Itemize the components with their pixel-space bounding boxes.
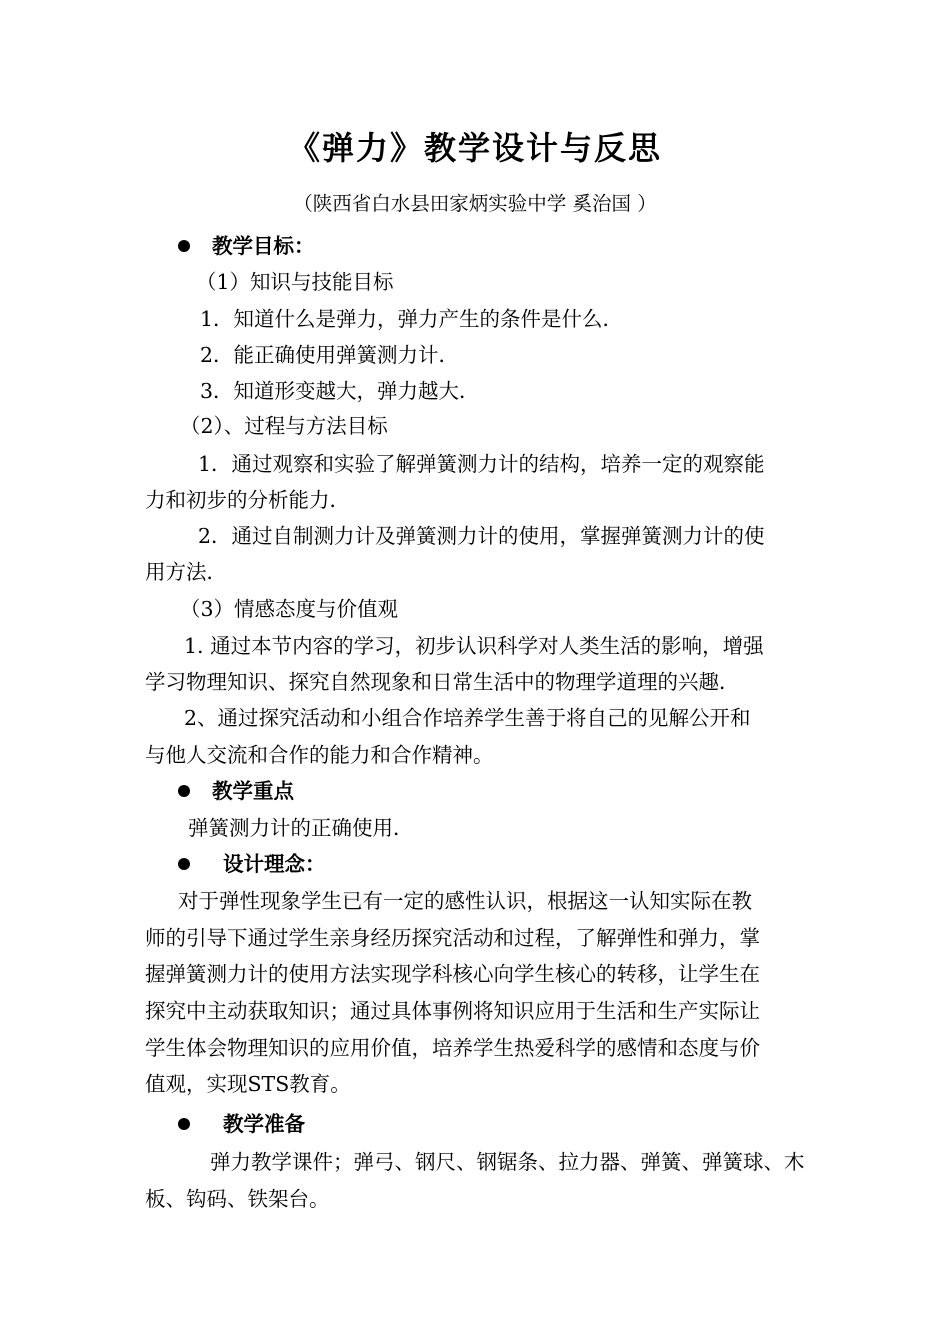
preparation-heading-text: 教学准备 — [223, 1112, 305, 1136]
concept-heading-text: 设计理念： — [223, 852, 326, 876]
bullet-icon — [178, 785, 190, 797]
preparation-text-line: 板、钩码、铁架台。 — [145, 1187, 330, 1211]
concept-paragraph-line: 握弹簧测力计的使用方法实现学科核心向学生核心的转移，让学生在 — [145, 962, 760, 986]
key-points-text: 弹簧测力计的正确使用． — [188, 816, 414, 840]
bullet-icon — [178, 858, 190, 870]
section-key-points-heading — [178, 773, 843, 809]
author-affiliation: （陕西省白水县田家炳实验中学 奚治国 ） — [293, 192, 657, 215]
process-goal-item-line: 用方法． — [145, 560, 227, 584]
process-goal-item-line: 1．通过观察和实验了解弹簧测力计的结构，培养一定的观察能 — [198, 452, 765, 476]
knowledge-goal-item: 1．知道什么是弹力，弹力产生的条件是什么． — [200, 307, 624, 331]
concept-paragraph-line: 对于弹性现象学生已有一定的感性认识，根据这一认知实际在教 — [178, 889, 752, 913]
emotion-goal-item-line: 学习物理知识、探究自然现象和日常生活中的物理学道理的兴趣． — [145, 670, 740, 694]
emotion-goal-label: （3）情感态度与价值观 — [180, 597, 399, 621]
process-goal-item-line: 力和初步的分析能力． — [145, 488, 350, 512]
emotion-goal-item-line: 1. 通过本节内容的学习，初步认识科学对人类生活的影响，增强 — [184, 634, 764, 658]
process-goal-label: （2）、过程与方法目标 — [180, 414, 388, 438]
process-goal-item-line: 2．通过自制测力计及弹簧测力计的使用，掌握弹簧测力计的使 — [198, 524, 765, 548]
emotion-goal-item-line: 与他人交流和合作的能力和合作精神。 — [145, 743, 494, 767]
preparation-text-line: 弹力教学课件；弹弓、钢尺、钢锯条、拉力器、弹簧、弹簧球、木 — [210, 1150, 805, 1174]
concept-paragraph-line: 探究中主动获取知识；通过具体事例将知识应用于生活和生产实际让 — [145, 999, 760, 1023]
bullet-icon — [178, 240, 190, 252]
emotion-goal-item-line: 2、通过探究活动和小组合作培养学生善于将自己的见解公开和 — [184, 706, 751, 730]
section-objectives-heading — [178, 228, 843, 264]
key-points-heading-text: 教学重点 — [212, 779, 294, 803]
concept-paragraph-line: 值观，实现STS教育。 — [145, 1072, 351, 1096]
knowledge-goal-item: 2．能正确使用弹簧测力计． — [200, 343, 460, 367]
document-title: 《弹力》教学设计与反思 — [287, 129, 662, 167]
concept-paragraph-line: 学生体会物理知识的应用价值，培养学生热爱科学的感情和态度与价 — [145, 1036, 760, 1060]
knowledge-goal-label: （1）知识与技能目标 — [196, 270, 394, 294]
section-concept-heading — [178, 846, 843, 882]
concept-paragraph-line: 师的引导下通过学生亲身经历探究活动和过程，了解弹性和弹力，掌 — [145, 926, 760, 950]
section-preparation-heading — [178, 1106, 843, 1142]
bullet-icon — [178, 1118, 190, 1130]
knowledge-goal-item: 3．知道形变越大，弹力越大． — [200, 379, 480, 403]
objectives-heading-text: 教学目标： — [212, 234, 315, 258]
